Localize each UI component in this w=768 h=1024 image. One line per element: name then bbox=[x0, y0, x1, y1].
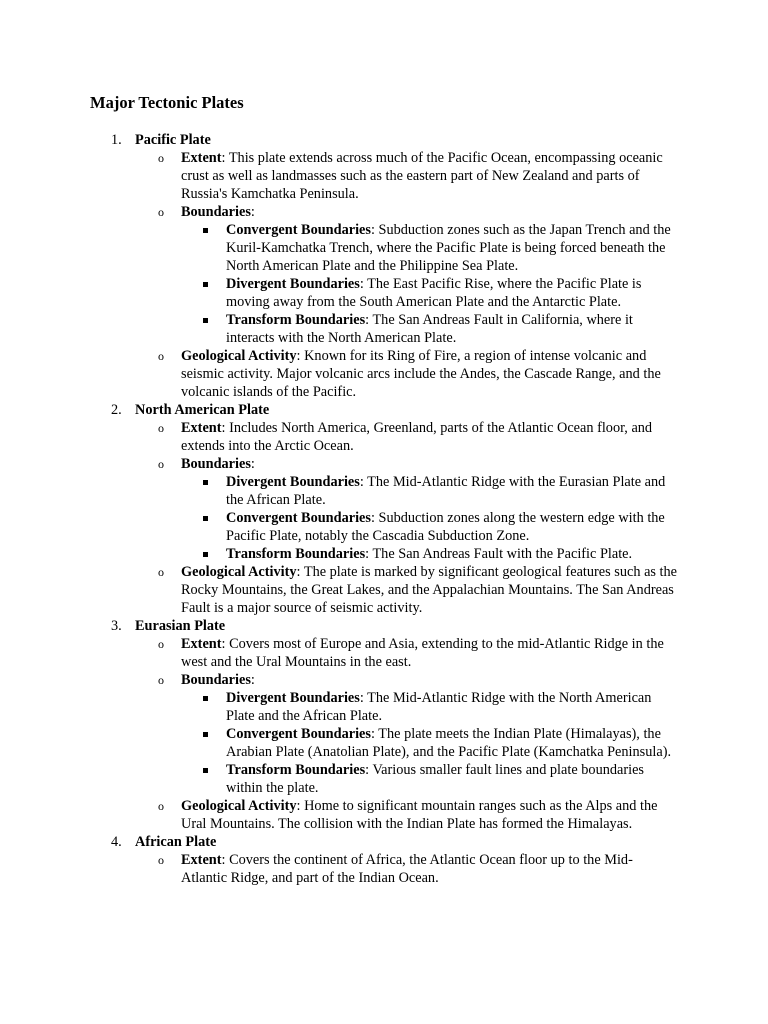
extent-item-text: Covers the continent of Africa, the Atlantic Ocean floor up to the Mid-Atlantic Ridge, and part of the Indian Ocean. bbox=[181, 852, 633, 886]
boundary-description: The Mid-Atlantic Ridge with the Eurasian Plate and the African Plate. bbox=[226, 474, 666, 508]
boundary-type-label: Convergent Boundaries bbox=[226, 222, 371, 238]
boundary-type-label: Transform Boundaries bbox=[226, 312, 366, 328]
square-bullet-icon bbox=[203, 516, 208, 521]
boundary-type-label: Divergent Boundaries bbox=[226, 276, 360, 292]
boundaries-list bbox=[181, 689, 678, 797]
extent-item: o Extent: Includes North America, Greenland, parts of the Atlantic Ocean floor, and extends into the Arctic Ocean. bbox=[158, 420, 653, 454]
boundaries-item-label: Boundaries bbox=[181, 204, 251, 220]
plate-name: Pacific Plate bbox=[135, 132, 211, 148]
boundaries-item: o Boundaries: Divergent Boundaries: The Mid-Atlantic Ridge with the North American Plate and the African Plate. Convergent Boundaries: The plate meets the Indian Plate (Himalayas), the Arabian Plate (Anatolian Plate), and the Pacific Plate (Kamchatka Peninsula). Transform Boundaries: Various smaller fault lines and plate boundaries within the plate. bbox=[0, 671, 678, 797]
extent-item-text: Covers most of Europe and Asia, extending to the mid-Atlantic Ridge in the west and the Ural Mountains in the east. bbox=[181, 636, 664, 670]
square-bullet-icon bbox=[203, 696, 208, 701]
activity-item-label: Geological Activity bbox=[181, 798, 297, 814]
extent-item-text: This plate extends across much of the Pacific Ocean, encompassing oceanic crust as well as landmasses such as the eastern part of New Zealand and parts of Russia's Kamchatka Peninsula. bbox=[181, 150, 663, 202]
plate-name: African Plate bbox=[135, 834, 217, 850]
plate-details bbox=[135, 149, 768, 401]
boundaries-item: o Boundaries: Divergent Boundaries: The Mid-Atlantic Ridge with the Eurasian Plate and the African Plate. Convergent Boundaries: Subduction zones along the western edge with the Pacific Plate, notably the Cascadia Subduction Zone. Transform Boundaries: The San Andreas Fault with the Pacific Plate. bbox=[0, 455, 678, 563]
boundary-description: The San Andreas Fault with the Pacific Plate. bbox=[372, 546, 633, 562]
plate-details bbox=[135, 419, 768, 617]
circle-bullet-icon: o bbox=[158, 853, 164, 867]
activity-item-label: Geological Activity bbox=[181, 564, 297, 580]
extent-item-label: Extent bbox=[181, 420, 222, 436]
activity-item: o Geological Activity: Home to significant mountain ranges such as the Alps and the Ural Mountains. The collision with the Indian Plate has formed the Himalayas. bbox=[158, 798, 658, 832]
boundaries-list bbox=[181, 221, 678, 347]
list-number: 4. bbox=[111, 834, 122, 850]
boundary-type-label: Divergent Boundaries bbox=[226, 690, 360, 706]
boundary-type-label: Convergent Boundaries bbox=[226, 510, 371, 526]
circle-bullet-icon: o bbox=[158, 205, 164, 219]
list-number: 1. bbox=[111, 132, 122, 148]
circle-bullet-icon: o bbox=[158, 421, 164, 435]
circle-bullet-icon: o bbox=[158, 565, 164, 579]
boundary-description: Subduction zones along the western edge with the Pacific Plate, notably the Cascadia Subduction Zone. bbox=[226, 510, 665, 544]
boundary-type-label: Convergent Boundaries bbox=[226, 726, 371, 742]
plate-item bbox=[0, 617, 768, 833]
extent-item: o Extent: Covers the continent of Africa, the Atlantic Ocean floor up to the Mid-Atlantic Ridge, and part of the Indian Ocean. bbox=[158, 852, 633, 886]
boundaries-list bbox=[181, 473, 678, 563]
plate-item bbox=[0, 131, 768, 401]
boundary-item: Transform Boundaries: Various smaller fault lines and plate boundaries within the plate. bbox=[0, 761, 678, 797]
boundary-type-label: Divergent Boundaries bbox=[226, 474, 360, 490]
plate-item bbox=[0, 833, 768, 887]
boundary-type-label: Transform Boundaries bbox=[226, 762, 366, 778]
activity-item-text: Known for its Ring of Fire, a region of intense volcanic and seismic activity. Major volcanic arcs include the Andes, the Cascade Range, and the volcanic islands of the Pacific. bbox=[181, 348, 661, 400]
square-bullet-icon bbox=[203, 552, 208, 557]
activity-item-label: Geological Activity bbox=[181, 348, 297, 364]
square-bullet-icon bbox=[203, 318, 208, 323]
plates-list bbox=[0, 131, 768, 887]
circle-bullet-icon: o bbox=[158, 349, 164, 363]
boundary-item: Transform Boundaries: The San Andreas Fault with the Pacific Plate. bbox=[0, 545, 678, 563]
plate-name: North American Plate bbox=[135, 402, 270, 418]
extent-item-text: Includes North America, Greenland, parts of the Atlantic Ocean floor, and extends into the Arctic Ocean. bbox=[181, 420, 653, 454]
square-bullet-icon bbox=[203, 732, 208, 737]
boundary-item: Convergent Boundaries: Subduction zones such as the Japan Trench and the Kuril-Kamchatka Trench, where the Pacific Plate is being forced beneath the North American Plate and the Philippine Sea Plate. bbox=[0, 221, 678, 275]
boundary-description: The East Pacific Rise, where the Pacific Plate is moving away from the South American Plate and the Antarctic Plate. bbox=[226, 276, 642, 310]
boundary-description: The plate meets the Indian Plate (Himalayas), the Arabian Plate (Anatolian Plate), and the Pacific Plate (Kamchatka Peninsula). bbox=[226, 726, 672, 760]
activity-item-text: Home to significant mountain ranges such as the Alps and the Ural Mountains. The collision with the Indian Plate has formed the Himalayas. bbox=[181, 798, 658, 832]
boundary-description: Subduction zones such as the Japan Trench and the Kuril-Kamchatka Trench, where the Pacific Plate is being forced beneath the North American Plate and the Philippine Sea Plate. bbox=[226, 222, 671, 274]
circle-bullet-icon: o bbox=[158, 673, 164, 687]
boundary-item: Divergent Boundaries: The East Pacific Rise, where the Pacific Plate is moving away from the South American Plate and the Antarctic Plate. bbox=[0, 275, 678, 311]
list-number: 2. bbox=[111, 402, 122, 418]
list-number: 3. bbox=[111, 618, 122, 634]
boundaries-item-label: Boundaries bbox=[181, 672, 251, 688]
boundaries-item: o Boundaries: Convergent Boundaries: Subduction zones such as the Japan Trench and the Kuril-Kamchatka Trench, where the Pacific Plate is being forced beneath the North American Plate and the Philippine Sea Plate. Divergent Boundaries: The East Pacific Rise, where the Pacific Plate is moving away from the South American Plate and the Antarctic Plate. Transform Boundaries: The San Andreas Fault in California, where it interacts with the North American Plate. bbox=[0, 203, 678, 347]
plate-details bbox=[135, 635, 768, 833]
activity-item: o Geological Activity: The plate is marked by significant geological features such as the Rocky Mountains, the Great Lakes, and the Appalachian Mountains. The San Andreas Fault is a major source of seismic activity. bbox=[158, 564, 678, 616]
boundary-type-label: Transform Boundaries bbox=[226, 546, 366, 562]
boundary-item: Divergent Boundaries: The Mid-Atlantic Ridge with the Eurasian Plate and the African Plate. bbox=[0, 473, 678, 509]
circle-bullet-icon: o bbox=[158, 637, 164, 651]
square-bullet-icon bbox=[203, 282, 208, 287]
activity-item: o Geological Activity: Known for its Ring of Fire, a region of intense volcanic and seismic activity. Major volcanic arcs include the Andes, the Cascade Range, and the volcanic islands of the Pacific. bbox=[158, 348, 661, 400]
circle-bullet-icon: o bbox=[158, 799, 164, 813]
boundary-description: The San Andreas Fault in California, where it interacts with the North American Plate. bbox=[226, 312, 633, 346]
plate-name: Eurasian Plate bbox=[135, 618, 226, 634]
plate-details bbox=[135, 851, 768, 887]
boundary-item: Convergent Boundaries: The plate meets the Indian Plate (Himalayas), the Arabian Plate (Anatolian Plate), and the Pacific Plate (Kamchatka Peninsula). bbox=[0, 725, 678, 761]
square-bullet-icon bbox=[203, 480, 208, 485]
boundary-item: Transform Boundaries: The San Andreas Fault in California, where it interacts with the North American Plate. bbox=[0, 311, 678, 347]
extent-item: o Extent: This plate extends across much of the Pacific Ocean, encompassing oceanic crust as well as landmasses such as the eastern part of New Zealand and parts of Russia's Kamchatka Peninsula. bbox=[158, 150, 663, 202]
boundary-item: Convergent Boundaries: Subduction zones along the western edge with the Pacific Plate, notably the Cascadia Subduction Zone. bbox=[0, 509, 678, 545]
extent-item-label: Extent bbox=[181, 852, 222, 868]
boundary-description: The Mid-Atlantic Ridge with the North American Plate and the African Plate. bbox=[226, 690, 652, 724]
boundary-item: Divergent Boundaries: The Mid-Atlantic Ridge with the North American Plate and the African Plate. bbox=[0, 689, 678, 725]
boundary-description: Various smaller fault lines and plate boundaries within the plate. bbox=[226, 762, 645, 796]
square-bullet-icon bbox=[203, 768, 208, 773]
activity-item-text: The plate is marked by significant geological features such as the Rocky Mountains, the Great Lakes, and the Appalachian Mountains. The San Andreas Fault is a major source of seismic activity. bbox=[181, 564, 678, 616]
page-title: Major Tectonic Plates bbox=[90, 93, 244, 112]
boundaries-item-label: Boundaries bbox=[181, 456, 251, 472]
square-bullet-icon bbox=[203, 228, 208, 233]
circle-bullet-icon: o bbox=[158, 151, 164, 165]
circle-bullet-icon: o bbox=[158, 457, 164, 471]
plate-item bbox=[0, 401, 768, 617]
extent-item-label: Extent bbox=[181, 636, 222, 652]
extent-item-label: Extent bbox=[181, 150, 222, 166]
extent-item: o Extent: Covers most of Europe and Asia, extending to the mid-Atlantic Ridge in the west and the Ural Mountains in the east. bbox=[158, 636, 664, 670]
